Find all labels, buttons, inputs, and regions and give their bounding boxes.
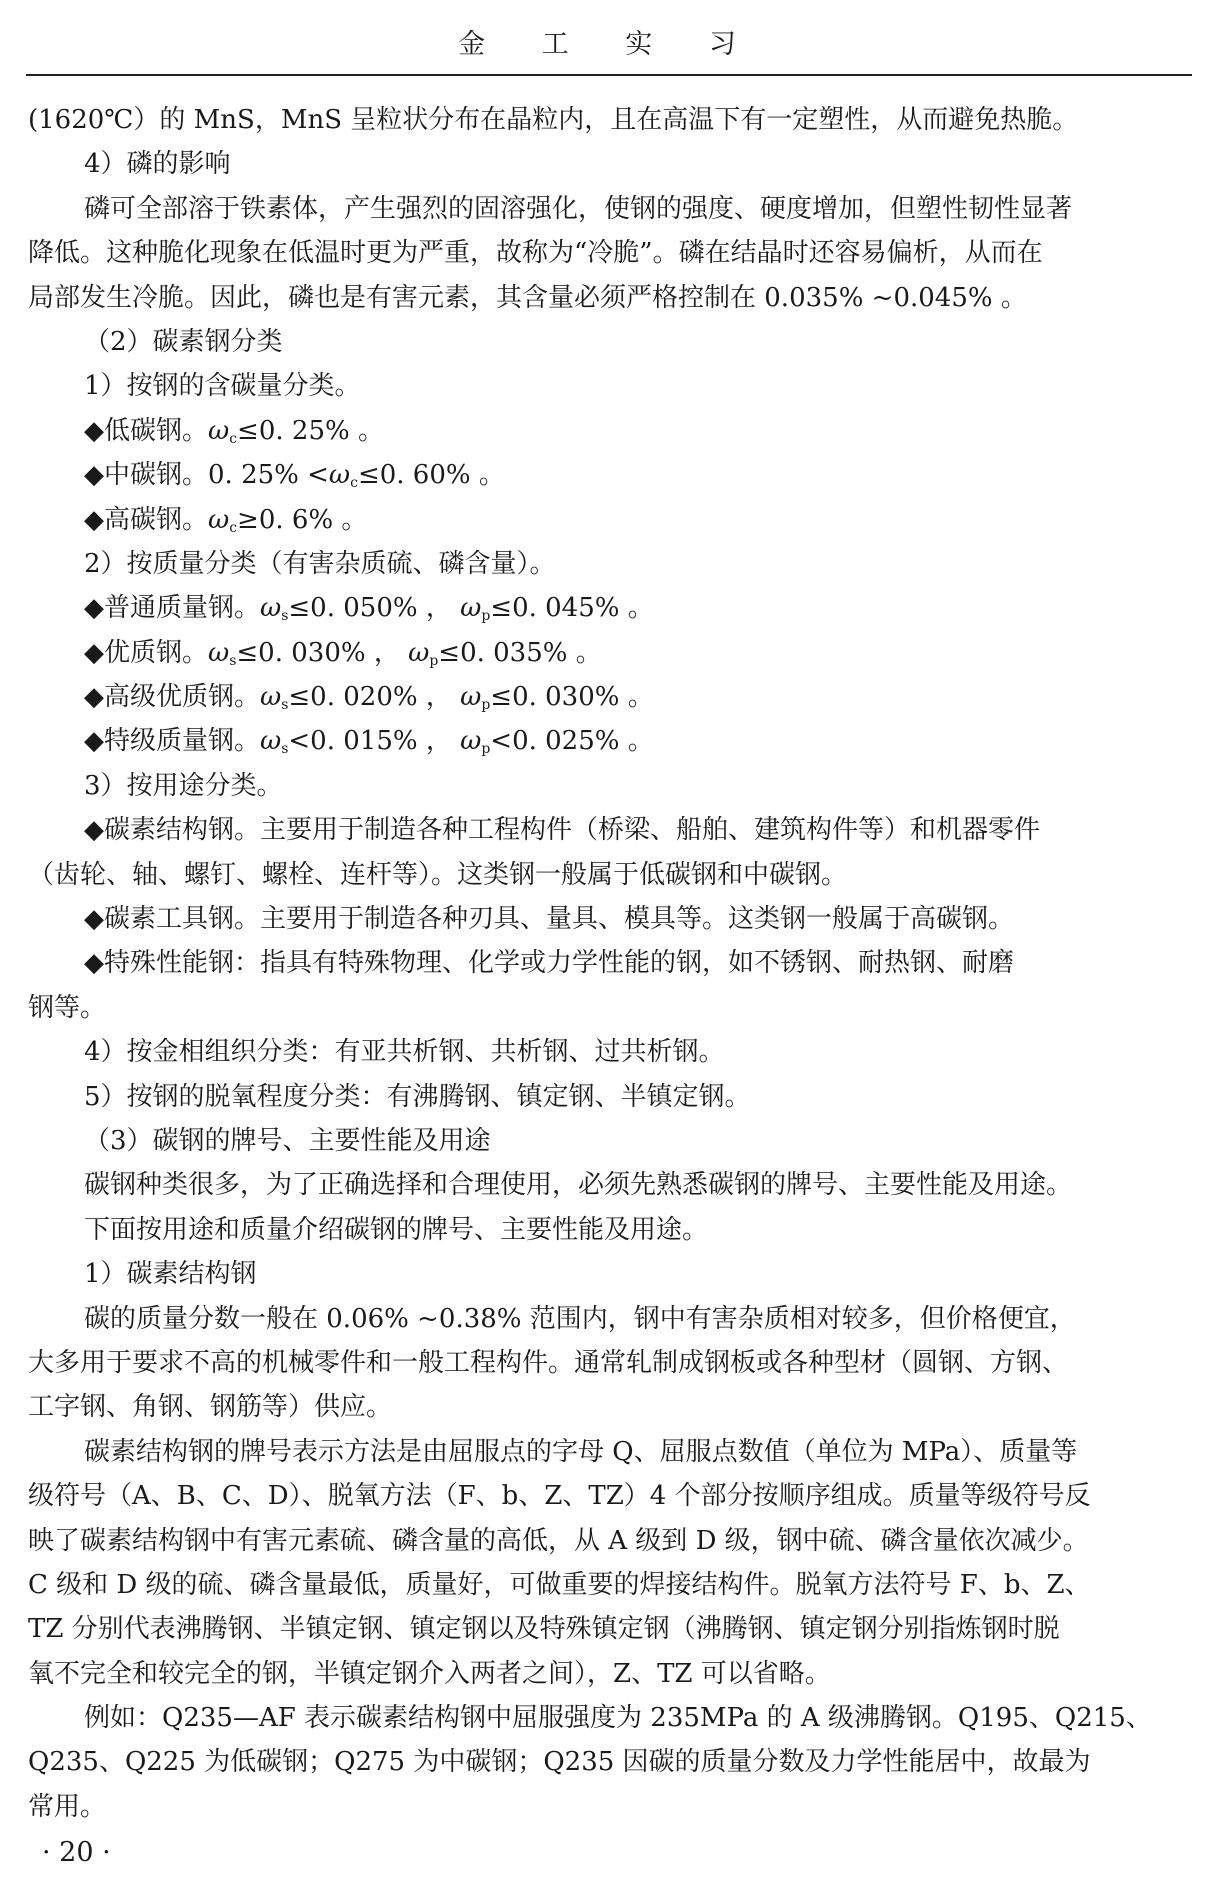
omega-symbol: ω — [208, 637, 230, 668]
text-line — [28, 1519, 1190, 1563]
text-line — [28, 1163, 1190, 1207]
line-text: ◆碳素工具钢。主要用于制造各种刃具、量具、模具等。这类钢一般属于高碳钢。 — [84, 904, 1014, 935]
text-line — [28, 1785, 1190, 1829]
line-text-after: ≤0. 030% 。 — [490, 682, 654, 713]
text-line — [28, 1119, 1190, 1163]
page-number: · 20 · — [42, 1837, 111, 1868]
line-text: ◆中碳钢。0. 25% < — [84, 460, 329, 491]
omega-symbol: ω — [208, 415, 230, 446]
text-line — [28, 941, 1190, 985]
subscript: p — [481, 608, 491, 625]
line-text: （齿轮、轴、螺钉、螺栓、连杆等）。这类钢一般属于低碳钢和中碳钢。 — [28, 859, 848, 890]
line-text: 映了碳素结构钢中有害元素硫、磷含量的高低，从 A 级到 D 级，钢中硫、磷含量依次减少。 — [28, 1525, 1089, 1556]
subscript: s — [281, 741, 289, 758]
line-text-after: ≤0. 60% 。 — [357, 460, 505, 491]
text-line — [28, 1030, 1190, 1074]
line-text-after: ≤0. 25% 。 — [237, 415, 384, 446]
omega-symbol: ω — [260, 593, 282, 624]
line-text: ◆高级优质钢。 — [84, 682, 260, 713]
line-text-after: ≤0. 045% 。 — [490, 593, 654, 624]
page-body — [28, 98, 1190, 1829]
line-text: 级符号（A、B、C、D）、脱氧方法（F、b、Z、TZ）4 个部分按顺序组成。质量等级符号反 — [28, 1481, 1091, 1512]
text-line — [28, 808, 1190, 852]
line-text: （2）碳素钢分类 — [84, 326, 283, 357]
line-text: 局部发生冷脆。因此，磷也是有害元素，其含量必须严格控制在 0.035% ~0.045% 。 — [28, 282, 1027, 313]
line-text: 磷可全部溶于铁素体，产生强烈的固溶强化，使钢的强度、硬度增加，但塑性韧性显著 — [84, 193, 1073, 224]
text-line — [28, 98, 1190, 142]
line-text: ◆高碳钢。 — [84, 504, 208, 535]
text-line — [28, 187, 1190, 231]
line-text-after: ≤0. 020% ， — [288, 682, 452, 713]
line-text: 例如：Q235—AF 表示碳素结构钢中屈服强度为 235MPa 的 A 级沸腾钢。Q195、Q215、 — [84, 1703, 1152, 1734]
text-line — [28, 1208, 1190, 1252]
subscript: s — [281, 608, 289, 625]
line-text: 降低。这种脆化现象在低温时更为严重，故称为“冷脆”。磷在结晶时还容易偏析，从而在 — [28, 238, 1043, 269]
line-text: 1）碳素结构钢 — [84, 1259, 257, 1290]
text-line — [28, 1563, 1190, 1607]
line-text-after: ≤0. 050% ， — [288, 593, 452, 624]
text-line — [28, 1740, 1190, 1784]
line-text: 4）按金相组织分类：有亚共析钢、共析钢、过共析钢。 — [84, 1037, 725, 1068]
line-text: ◆特殊性能钢：指具有特殊物理、化学或力学性能的钢，如不锈钢、耐热钢、耐磨 — [84, 948, 1014, 979]
text-line — [28, 276, 1190, 320]
subscript: c — [229, 430, 238, 447]
subscript: c — [229, 519, 238, 536]
text-line — [28, 453, 1190, 497]
text-line — [28, 320, 1190, 364]
text-line — [28, 364, 1190, 408]
omega-symbol: ω — [260, 726, 282, 757]
text-line — [28, 986, 1190, 1030]
text-line — [28, 1430, 1190, 1474]
line-text: 常用。 — [28, 1791, 107, 1822]
line-text: ◆特级质量钢。 — [84, 726, 260, 757]
line-text: 碳钢种类很多，为了正确选择和合理使用，必须先熟悉碳钢的牌号、主要性能及用途。 — [84, 1170, 1073, 1201]
subscript: s — [281, 697, 289, 714]
line-text-after: <0. 015% ， — [288, 726, 452, 757]
line-text: 4）磷的影响 — [84, 149, 231, 180]
subscript: p — [481, 741, 491, 758]
text-line — [28, 542, 1190, 586]
line-text: ◆普通质量钢。 — [84, 593, 260, 624]
text-line — [28, 897, 1190, 941]
omega-symbol: ω — [408, 637, 430, 668]
line-text: 氧不完全和较完全的钢，半镇定钢介入两者之间），Z、TZ 可以省略。 — [28, 1658, 831, 1689]
header-title: 金 工 实 习 — [458, 29, 760, 60]
text-line — [28, 1075, 1190, 1119]
running-header — [26, 28, 1192, 76]
line-text: ◆碳素结构钢。主要用于制造各种工程构件（桥梁、船舶、建筑构件等）和机器零件 — [84, 815, 1040, 846]
line-text: 1）按钢的含碳量分类。 — [84, 371, 361, 402]
text-line — [28, 631, 1190, 675]
line-text: （3）碳钢的牌号、主要性能及用途 — [84, 1125, 491, 1156]
line-text: 3）按用途分类。 — [84, 770, 283, 801]
text-line — [28, 586, 1190, 630]
line-text: (1620℃）的 MnS，MnS 呈粒状分布在晶粒内，且在高温下有一定塑性，从而避免热脆。 — [28, 105, 1079, 135]
omega-symbol: ω — [460, 682, 482, 713]
text-line — [28, 498, 1190, 542]
text-line — [28, 675, 1190, 719]
line-text: ◆优质钢。 — [84, 637, 208, 668]
text-line — [28, 719, 1190, 763]
text-line — [28, 1252, 1190, 1296]
subscript: c — [350, 475, 358, 492]
text-line — [28, 1696, 1190, 1740]
line-text: ◆低碳钢。 — [84, 415, 208, 446]
omega-symbol: ω — [328, 460, 351, 491]
line-text: 5）按钢的脱氧程度分类：有沸腾钢、镇定钢、半镇定钢。 — [84, 1081, 751, 1112]
subscript: p — [429, 652, 439, 669]
text-line — [28, 764, 1190, 808]
line-text: 钢等。 — [28, 992, 107, 1023]
text-line — [28, 1474, 1190, 1518]
line-text-after: <0. 025% 。 — [490, 726, 654, 757]
text-line — [28, 1607, 1190, 1651]
line-text: 工字钢、角钢、钢筋等）供应。 — [28, 1392, 393, 1423]
line-text: 碳素结构钢的牌号表示方法是由屈服点的字母 Q、屈服点数值（单位为 MPa）、质量等 — [84, 1436, 1078, 1467]
text-line — [28, 1341, 1190, 1385]
omega-symbol: ω — [260, 682, 282, 713]
text-line — [28, 853, 1190, 897]
line-text: C 级和 D 级的硫、磷含量最低，质量好，可做重要的焊接结构件。脱氧方法符号 F、b、Z、 — [28, 1569, 1091, 1600]
line-text-after: ≤0. 030% ， — [236, 637, 400, 668]
text-line — [28, 1652, 1190, 1696]
omega-symbol: ω — [460, 726, 482, 757]
line-text-after: ≥0. 6% 。 — [237, 504, 368, 535]
line-text: TZ 分别代表沸腾钢、半镇定钢、镇定钢以及特殊镇定钢（沸腾钢、镇定钢分别指炼钢时脱 — [28, 1614, 1060, 1645]
subscript: p — [481, 697, 491, 714]
omega-symbol: ω — [208, 504, 230, 535]
line-text-after: ≤0. 035% 。 — [438, 637, 602, 668]
line-text: 下面按用途和质量介绍碳钢的牌号、主要性能及用途。 — [84, 1214, 709, 1245]
subscript: s — [229, 652, 237, 669]
text-line — [28, 1297, 1190, 1341]
text-line — [28, 1385, 1190, 1429]
omega-symbol: ω — [460, 593, 482, 624]
line-text: 碳的质量分数一般在 0.06% ~0.38% 范围内，钢中有害杂质相对较多，但价格便宜， — [84, 1303, 1076, 1334]
text-line — [28, 231, 1190, 275]
line-text: Q235、Q225 为低碳钢；Q275 为中碳钢；Q235 因碳的质量分数及力学性能居中，故最为 — [28, 1747, 1091, 1778]
line-text: 2）按质量分类（有害杂质硫、磷含量）。 — [84, 548, 556, 579]
text-line — [28, 142, 1190, 186]
line-text: 大多用于要求不高的机械零件和一般工程构件。通常轧制成钢板或各种型材（圆钢、方钢、 — [28, 1347, 1069, 1378]
text-line — [28, 409, 1190, 453]
